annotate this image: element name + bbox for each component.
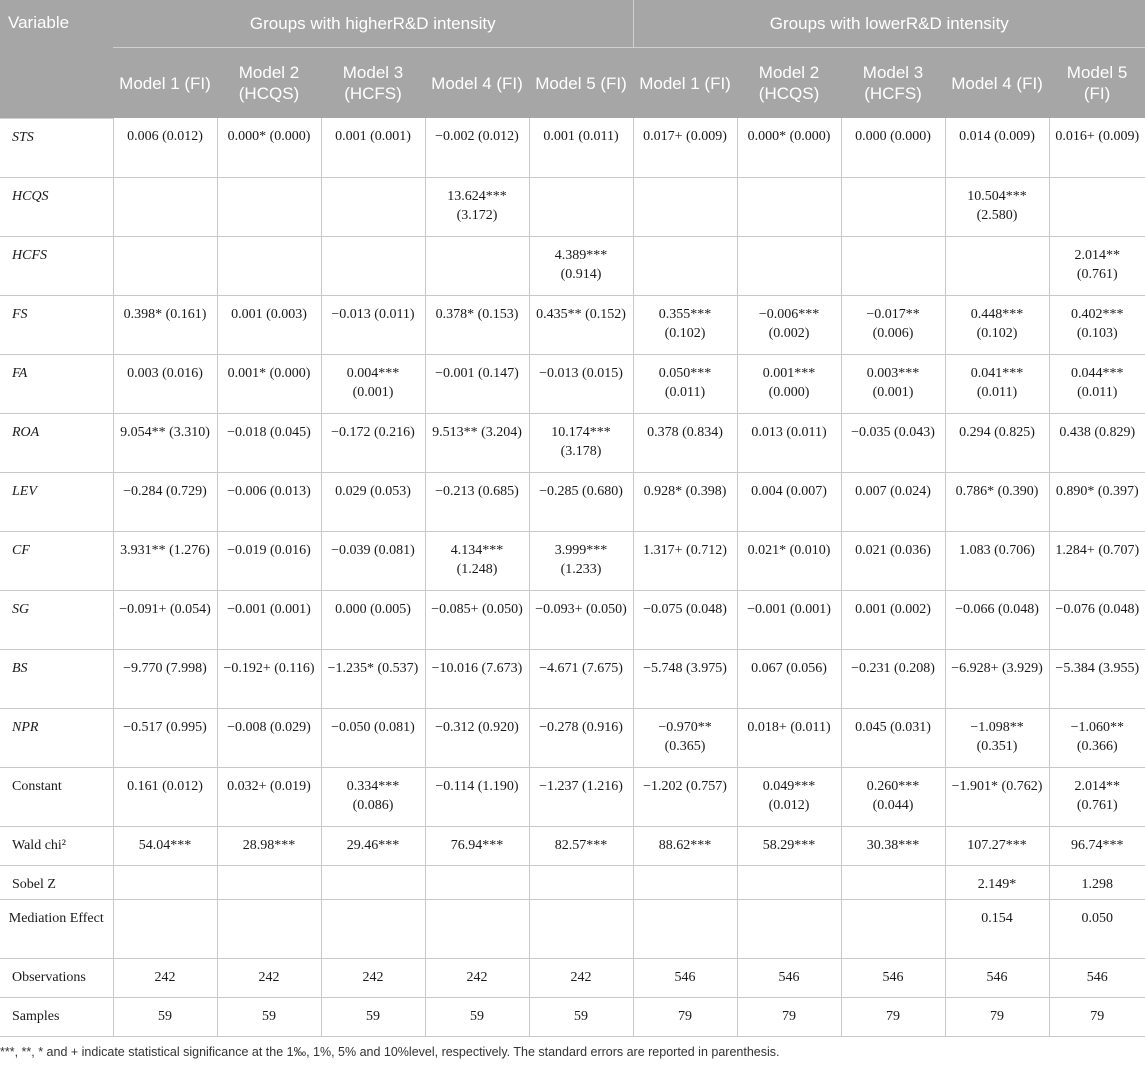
table-cell: 0.001 (0.002)	[841, 590, 945, 649]
table-cell: 0.014 (0.009)	[945, 118, 1049, 177]
table-cell: 0.013 (0.011)	[737, 413, 841, 472]
table-row	[0, 899, 1145, 958]
table-cell: 546	[633, 958, 737, 997]
table-cell: −4.671 (7.675)	[529, 649, 633, 708]
table-cell: 59	[217, 997, 321, 1036]
table-body	[0, 118, 1145, 1036]
table-cell: 9.054** (3.310)	[113, 413, 217, 472]
table-cell	[737, 865, 841, 899]
table-cell: 0.001 (0.003)	[217, 295, 321, 354]
table-row	[0, 177, 1145, 236]
table-cell: −0.006*** (0.002)	[737, 295, 841, 354]
table-cell: 0.004 (0.007)	[737, 472, 841, 531]
row-label: CF	[0, 531, 113, 590]
group-lower-header: Groups with lowerR&D intensity	[633, 0, 1145, 48]
table-cell: 107.27***	[945, 826, 1049, 865]
table-cell	[841, 899, 945, 958]
table-cell: 546	[945, 958, 1049, 997]
table-cell: −0.017** (0.006)	[841, 295, 945, 354]
table-cell: −0.091+ (0.054)	[113, 590, 217, 649]
table-cell: 59	[425, 997, 529, 1036]
model-header: Model 3 (HCFS)	[841, 48, 945, 119]
table-row	[0, 865, 1145, 899]
table-cell: −10.016 (7.673)	[425, 649, 529, 708]
table-row	[0, 958, 1145, 997]
table-cell: 13.624*** (3.172)	[425, 177, 529, 236]
table-cell: 79	[633, 997, 737, 1036]
table-cell: 79	[737, 997, 841, 1036]
table-cell: −0.076 (0.048)	[1049, 590, 1145, 649]
row-label: LEV	[0, 472, 113, 531]
table-cell: 30.38***	[841, 826, 945, 865]
table-cell: −0.517 (0.995)	[113, 708, 217, 767]
group-higher-header: Groups with higherR&D intensity	[113, 0, 633, 48]
row-label: Observations	[0, 958, 113, 997]
table-cell: 0.000* (0.000)	[217, 118, 321, 177]
table-cell: 0.018+ (0.011)	[737, 708, 841, 767]
table-cell: 58.29***	[737, 826, 841, 865]
table-cell: 0.021* (0.010)	[737, 531, 841, 590]
model-header: Model 3 (HCFS)	[321, 48, 425, 119]
table-cell: 1.317+ (0.712)	[633, 531, 737, 590]
row-label: Samples	[0, 997, 113, 1036]
table-row	[0, 826, 1145, 865]
table-cell	[321, 899, 425, 958]
table-cell: 79	[945, 997, 1049, 1036]
row-label: BS	[0, 649, 113, 708]
table-row	[0, 767, 1145, 826]
table-cell: −0.312 (0.920)	[425, 708, 529, 767]
table-cell	[217, 865, 321, 899]
table-cell: −0.013 (0.015)	[529, 354, 633, 413]
table-cell: 1.298	[1049, 865, 1145, 899]
table-cell: −0.035 (0.043)	[841, 413, 945, 472]
table-cell: 0.067 (0.056)	[737, 649, 841, 708]
table-cell: 82.57***	[529, 826, 633, 865]
row-label: FS	[0, 295, 113, 354]
table-cell: −0.085+ (0.050)	[425, 590, 529, 649]
table-cell: −1.901* (0.762)	[945, 767, 1049, 826]
table-cell: 2.014** (0.761)	[1049, 767, 1145, 826]
table-cell: 0.260*** (0.044)	[841, 767, 945, 826]
table-cell: 59	[321, 997, 425, 1036]
table-cell: 29.46***	[321, 826, 425, 865]
row-label: FA	[0, 354, 113, 413]
table-cell: −6.928+ (3.929)	[945, 649, 1049, 708]
table-row	[0, 649, 1145, 708]
table-cell: 10.174*** (3.178)	[529, 413, 633, 472]
table-cell: 0.334*** (0.086)	[321, 767, 425, 826]
table-cell	[633, 899, 737, 958]
model-header: Model 1 (FI)	[113, 48, 217, 119]
table-cell	[633, 865, 737, 899]
table-cell: 0.161 (0.012)	[113, 767, 217, 826]
table-cell: 0.007 (0.024)	[841, 472, 945, 531]
table-cell: 28.98***	[217, 826, 321, 865]
table-cell: −0.075 (0.048)	[633, 590, 737, 649]
table-cell: −0.013 (0.011)	[321, 295, 425, 354]
table-cell	[321, 177, 425, 236]
table-cell: 0.003 (0.016)	[113, 354, 217, 413]
table-cell	[841, 177, 945, 236]
table-cell: −0.002 (0.012)	[425, 118, 529, 177]
table-cell	[217, 899, 321, 958]
table-cell: 0.045 (0.031)	[841, 708, 945, 767]
model-header: Model 2 (HCQS)	[217, 48, 321, 119]
table-cell: −1.098** (0.351)	[945, 708, 1049, 767]
table-cell	[529, 177, 633, 236]
table-cell: 3.931** (1.276)	[113, 531, 217, 590]
table-row	[0, 531, 1145, 590]
table-cell	[945, 236, 1049, 295]
row-label: NPR	[0, 708, 113, 767]
model-header: Model 5 (FI)	[1049, 48, 1145, 119]
table-cell	[425, 865, 529, 899]
table-cell: 1.284+ (0.707)	[1049, 531, 1145, 590]
table-cell: −5.748 (3.975)	[633, 649, 737, 708]
table-cell	[841, 865, 945, 899]
table-cell	[633, 177, 737, 236]
table-cell: −0.192+ (0.116)	[217, 649, 321, 708]
table-cell: −0.019 (0.016)	[217, 531, 321, 590]
table-cell	[425, 899, 529, 958]
table-cell: 0.378* (0.153)	[425, 295, 529, 354]
table-cell: −0.001 (0.001)	[737, 590, 841, 649]
table-cell: 0.438 (0.829)	[1049, 413, 1145, 472]
table-row	[0, 295, 1145, 354]
table-cell: 1.083 (0.706)	[945, 531, 1049, 590]
row-label: Wald chi²	[0, 826, 113, 865]
table-cell: −0.278 (0.916)	[529, 708, 633, 767]
table-cell: −0.284 (0.729)	[113, 472, 217, 531]
row-label: HCQS	[0, 177, 113, 236]
row-label: ROA	[0, 413, 113, 472]
table-cell	[321, 865, 425, 899]
table-cell: −0.008 (0.029)	[217, 708, 321, 767]
table-cell: −0.050 (0.081)	[321, 708, 425, 767]
table-cell: 2.014** (0.761)	[1049, 236, 1145, 295]
row-label: Mediation Effect	[0, 899, 113, 958]
table-cell: −0.213 (0.685)	[425, 472, 529, 531]
table-cell: 546	[737, 958, 841, 997]
table-cell: −0.066 (0.048)	[945, 590, 1049, 649]
table-cell: 242	[113, 958, 217, 997]
table-cell: 0.029 (0.053)	[321, 472, 425, 531]
table-cell: 0.006 (0.012)	[113, 118, 217, 177]
table-cell: 4.134*** (1.248)	[425, 531, 529, 590]
table-cell	[113, 177, 217, 236]
table-cell	[113, 865, 217, 899]
table-cell: 4.389*** (0.914)	[529, 236, 633, 295]
table-cell: 0.001*** (0.000)	[737, 354, 841, 413]
table-row	[0, 236, 1145, 295]
table-cell: −0.172 (0.216)	[321, 413, 425, 472]
table-cell	[529, 899, 633, 958]
table-cell: −0.001 (0.001)	[217, 590, 321, 649]
table-cell: 0.032+ (0.019)	[217, 767, 321, 826]
table-cell	[113, 899, 217, 958]
table-cell: −5.384 (3.955)	[1049, 649, 1145, 708]
table-cell: 0.448*** (0.102)	[945, 295, 1049, 354]
table-cell: −1.202 (0.757)	[633, 767, 737, 826]
table-cell: 0.044*** (0.011)	[1049, 354, 1145, 413]
model-header: Model 1 (FI)	[633, 48, 737, 119]
table-cell: 96.74***	[1049, 826, 1145, 865]
table-cell: −0.970** (0.365)	[633, 708, 737, 767]
table-cell: 2.149*	[945, 865, 1049, 899]
table-cell: 76.94***	[425, 826, 529, 865]
table-cell	[217, 236, 321, 295]
table-cell: 0.928* (0.398)	[633, 472, 737, 531]
table-cell: −1.235* (0.537)	[321, 649, 425, 708]
table-cell: 0.004*** (0.001)	[321, 354, 425, 413]
row-label: STS	[0, 118, 113, 177]
table-cell: 242	[217, 958, 321, 997]
table-cell: 0.003*** (0.001)	[841, 354, 945, 413]
table-cell	[633, 236, 737, 295]
table-cell	[737, 177, 841, 236]
table-cell: 0.049*** (0.012)	[737, 767, 841, 826]
table-cell: 0.001* (0.000)	[217, 354, 321, 413]
table-cell: 88.62***	[633, 826, 737, 865]
row-label: Constant	[0, 767, 113, 826]
model-header: Model 5 (FI)	[529, 48, 633, 119]
table-cell: 0.786* (0.390)	[945, 472, 1049, 531]
table-cell: 242	[321, 958, 425, 997]
table-cell: 0.050*** (0.011)	[633, 354, 737, 413]
row-label: HCFS	[0, 236, 113, 295]
table-cell: 0.000 (0.000)	[841, 118, 945, 177]
model-header: Model 2 (HCQS)	[737, 48, 841, 119]
model-header: Model 4 (FI)	[945, 48, 1049, 119]
table-cell: 0.001 (0.011)	[529, 118, 633, 177]
table-cell: 0.000 (0.005)	[321, 590, 425, 649]
table-cell: 10.504*** (2.580)	[945, 177, 1049, 236]
table-cell: 546	[841, 958, 945, 997]
table-cell: 3.999*** (1.233)	[529, 531, 633, 590]
model-header: Model 4 (FI)	[425, 48, 529, 119]
table-cell: 242	[529, 958, 633, 997]
table-cell	[1049, 177, 1145, 236]
table-cell: 54.04***	[113, 826, 217, 865]
variable-header: Variable	[0, 0, 113, 118]
table-cell	[841, 236, 945, 295]
table-cell: 59	[113, 997, 217, 1036]
table-cell: 0.378 (0.834)	[633, 413, 737, 472]
table-cell: 79	[1049, 997, 1145, 1036]
table-cell: −0.001 (0.147)	[425, 354, 529, 413]
table-cell: −0.231 (0.208)	[841, 649, 945, 708]
table-cell	[737, 236, 841, 295]
table-cell: 0.041*** (0.011)	[945, 354, 1049, 413]
table-cell: 0.890* (0.397)	[1049, 472, 1145, 531]
table-cell: −0.018 (0.045)	[217, 413, 321, 472]
table-row	[0, 997, 1145, 1036]
table-cell: 0.435** (0.152)	[529, 295, 633, 354]
table-cell: 0.000* (0.000)	[737, 118, 841, 177]
table-cell: 242	[425, 958, 529, 997]
table-cell: 59	[529, 997, 633, 1036]
table-cell: −0.285 (0.680)	[529, 472, 633, 531]
table-row	[0, 708, 1145, 767]
table-cell	[529, 865, 633, 899]
table-cell: 0.016+ (0.009)	[1049, 118, 1145, 177]
table-cell: 0.398* (0.161)	[113, 295, 217, 354]
table-cell: 0.294 (0.825)	[945, 413, 1049, 472]
table-footnote: ***, **, * and + indicate statistical significance at the 1‰, 1%, 5% and 10%level, respectively. The standard errors are reported in parenthesis.	[0, 1045, 780, 1059]
table-row	[0, 413, 1145, 472]
table-cell: 0.050	[1049, 899, 1145, 958]
table-row	[0, 590, 1145, 649]
table-row	[0, 118, 1145, 177]
table-cell: 0.021 (0.036)	[841, 531, 945, 590]
table-cell: 0.017+ (0.009)	[633, 118, 737, 177]
table-cell	[425, 236, 529, 295]
row-label: SG	[0, 590, 113, 649]
table-cell: 0.402*** (0.103)	[1049, 295, 1145, 354]
table-cell: −0.114 (1.190)	[425, 767, 529, 826]
table-cell	[321, 236, 425, 295]
table-cell: 0.001 (0.001)	[321, 118, 425, 177]
table-cell: 0.355*** (0.102)	[633, 295, 737, 354]
table-cell: −1.237 (1.216)	[529, 767, 633, 826]
table-cell	[737, 899, 841, 958]
table-cell: −0.006 (0.013)	[217, 472, 321, 531]
table-cell: 9.513** (3.204)	[425, 413, 529, 472]
table-row	[0, 472, 1145, 531]
table-cell: 546	[1049, 958, 1145, 997]
table-cell: −0.093+ (0.050)	[529, 590, 633, 649]
table-cell: 79	[841, 997, 945, 1036]
table-cell: −9.770 (7.998)	[113, 649, 217, 708]
table-cell: 0.154	[945, 899, 1049, 958]
table-cell	[113, 236, 217, 295]
table-row	[0, 354, 1145, 413]
table-cell: −0.039 (0.081)	[321, 531, 425, 590]
row-label: Sobel Z	[0, 865, 113, 899]
table-cell	[217, 177, 321, 236]
table-cell: −1.060** (0.366)	[1049, 708, 1145, 767]
